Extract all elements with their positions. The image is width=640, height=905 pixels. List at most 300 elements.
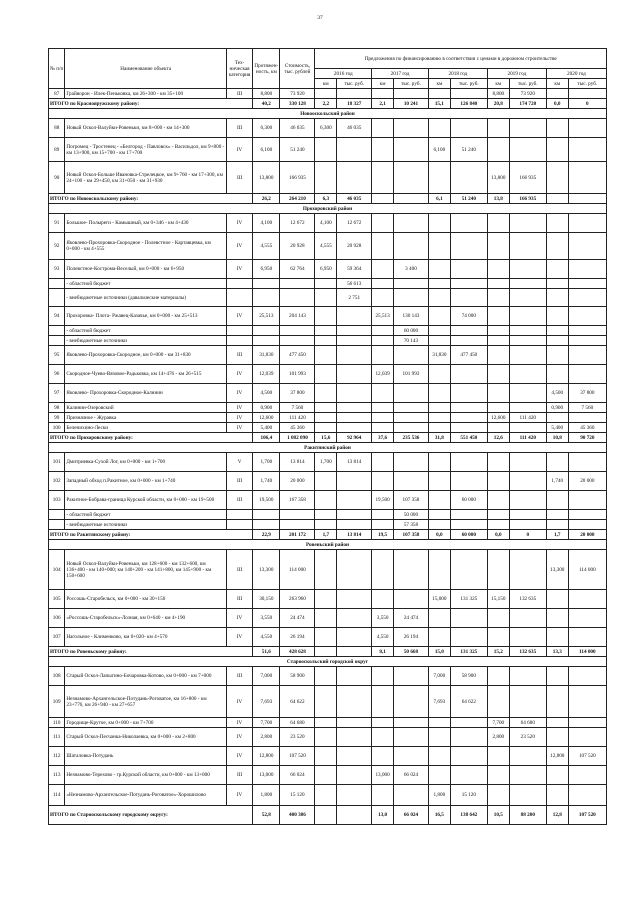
km-cell <box>546 326 568 336</box>
page-number: 37 <box>317 15 323 21</box>
rub-cell <box>568 609 606 628</box>
rub-cell <box>509 326 546 336</box>
km-cell: 4,100 <box>315 214 337 233</box>
rub-cell <box>394 119 429 138</box>
rub-cell <box>337 806 372 825</box>
num-cell: 88 <box>49 119 65 138</box>
rub-cell <box>337 520 372 530</box>
category-cell: III <box>226 491 252 510</box>
rub-cell: 59 364 <box>337 260 372 279</box>
cost-cell: 20 928 <box>280 233 315 260</box>
cost-cell: 111 420 <box>280 413 315 423</box>
rub-cell <box>568 590 606 609</box>
rub-cell <box>568 510 606 520</box>
km-cell <box>546 628 568 647</box>
km-cell <box>428 510 450 520</box>
length-cell: 40,2 <box>253 99 280 109</box>
rub-cell <box>450 260 487 279</box>
object-name-cell: Большое- Полыреги - Камышный, км 0+346 - км 4+430 <box>65 214 227 233</box>
km-cell: 15,1 <box>428 99 450 109</box>
rub-cell: 107 520 <box>568 806 606 825</box>
rub-cell <box>568 336 606 346</box>
rub-cell: 174 720 <box>509 99 546 109</box>
cost-cell: 66 024 <box>280 766 315 785</box>
km-cell <box>428 289 450 307</box>
rub-cell <box>337 747 372 766</box>
length-cell: 2,800 <box>253 728 280 747</box>
category-cell: IV <box>226 214 252 233</box>
km-cell <box>487 279 509 289</box>
km-cell: 2,2 <box>315 99 337 109</box>
km-cell <box>428 214 450 233</box>
km-cell <box>315 423 337 433</box>
rub-cell <box>450 89 487 99</box>
cost-cell: 264 210 <box>280 194 315 204</box>
table-row <box>49 728 607 747</box>
object-name-cell: Грайворон - Илек-Пеньковка, км 26+300 - км 35+100 <box>65 89 227 99</box>
header-year: 2020 год <box>546 69 606 79</box>
table-row <box>49 307 607 326</box>
section-row <box>49 540 607 550</box>
rub-cell: 114 000 <box>568 550 606 590</box>
total-row <box>49 530 607 540</box>
header-category: Тех-ническая категория <box>226 49 252 89</box>
category-cell: IV <box>226 233 252 260</box>
rub-cell <box>568 119 606 138</box>
object-name-cell: Новый Оскол-Валуйки-Ровеньки, км 128+600 - км 132+600, км 136+400 - км 140+000; км 140+200 - км 141+800, км 145+900 - км 150+600 <box>65 550 227 590</box>
km-cell <box>372 413 394 423</box>
cost-cell: 26 194 <box>280 628 315 647</box>
cost-cell: 167 358 <box>280 491 315 510</box>
rub-cell <box>337 510 372 520</box>
km-cell <box>487 520 509 530</box>
table-row <box>49 590 607 609</box>
object-name-cell: Дмитриевка-Сухой Лог, км 0+000 - км 1+700 <box>65 453 227 472</box>
table-row <box>49 472 607 491</box>
km-cell <box>428 728 450 747</box>
rub-cell <box>568 307 606 326</box>
km-cell: 13,0 <box>372 806 394 825</box>
km-cell <box>372 384 394 403</box>
object-name-cell: Прохоровка- Плота- Ржавец-Казачье, км 0+000 - км 25+513 <box>65 307 227 326</box>
km-cell <box>315 647 337 657</box>
length-cell: 12,600 <box>253 413 280 423</box>
km-cell <box>487 336 509 346</box>
length-cell: 6,950 <box>253 260 280 279</box>
funding-source-row <box>49 520 607 530</box>
rub-cell: 13 814 <box>337 530 372 540</box>
num-cell: 97 <box>49 384 65 403</box>
rub-cell: 70 143 <box>394 336 429 346</box>
length-cell: 7,000 <box>253 667 280 686</box>
cost-cell: 7 560 <box>280 403 315 413</box>
length-cell: 4,500 <box>253 384 280 403</box>
category-cell: IV <box>226 423 252 433</box>
km-cell <box>315 279 337 289</box>
rub-cell: 3 400 <box>394 260 429 279</box>
km-cell <box>546 667 568 686</box>
cost-cell: 428 628 <box>280 647 315 657</box>
rub-cell: 66 024 <box>394 806 429 825</box>
km-cell <box>546 89 568 99</box>
table-row <box>49 491 607 510</box>
cost-cell: 20 000 <box>280 472 315 491</box>
length-cell: 52,8 <box>253 806 280 825</box>
length-cell: 1,740 <box>253 472 280 491</box>
rub-cell <box>568 718 606 728</box>
km-cell <box>487 138 509 162</box>
rub-cell <box>450 747 487 766</box>
km-cell <box>546 728 568 747</box>
km-cell <box>315 289 337 307</box>
num-cell: 102 <box>49 472 65 491</box>
km-cell <box>546 194 568 204</box>
total-row <box>49 806 607 825</box>
rub-cell <box>509 384 546 403</box>
rub-cell <box>450 119 487 138</box>
km-cell <box>315 89 337 99</box>
rub-cell <box>394 162 429 194</box>
rub-cell <box>394 413 429 423</box>
km-cell <box>487 686 509 718</box>
rub-cell: 12 672 <box>337 214 372 233</box>
rub-cell <box>394 233 429 260</box>
rub-cell <box>509 520 546 530</box>
km-cell <box>487 346 509 365</box>
km-cell: 6,100 <box>428 138 450 162</box>
table-row <box>49 260 607 279</box>
num-cell: 113 <box>49 766 65 785</box>
rub-cell <box>568 413 606 423</box>
rub-cell: 60 000 <box>394 326 429 336</box>
rub-cell <box>568 138 606 162</box>
category-cell: III <box>226 89 252 99</box>
category-cell: IV <box>226 307 252 326</box>
cost-cell: 101 993 <box>280 365 315 384</box>
rub-cell: 20 000 <box>568 472 606 491</box>
rub-cell: 45 360 <box>568 423 606 433</box>
km-cell: 4,550 <box>372 628 394 647</box>
km-cell <box>315 609 337 628</box>
km-cell <box>546 233 568 260</box>
section-title: Ракитянский район <box>49 443 607 453</box>
rub-cell <box>337 718 372 728</box>
km-cell <box>315 667 337 686</box>
rub-cell: 0 <box>509 530 546 540</box>
rub-cell <box>450 423 487 433</box>
km-cell: 7,000 <box>428 667 450 686</box>
km-cell: 16,5 <box>428 806 450 825</box>
km-cell <box>487 453 509 472</box>
rub-cell: 20 000 <box>568 530 606 540</box>
object-name-cell: Яковлево-Прохоровка-Скородное - Полевстное - Картавцевка, км 0+000 - км 4+555 <box>65 233 227 260</box>
num-cell: 107 <box>49 628 65 647</box>
km-cell: 37,6 <box>372 433 394 443</box>
rub-cell <box>568 194 606 204</box>
km-cell <box>546 279 568 289</box>
rub-cell: 101 993 <box>394 365 429 384</box>
header-rub: тыс. руб. <box>394 79 429 89</box>
rub-cell <box>509 423 546 433</box>
rub-cell: 92 964 <box>337 433 372 443</box>
total-label: ИТОГО по Краснояружскому району: <box>49 99 253 109</box>
rub-cell <box>509 609 546 628</box>
cost-cell: 51 240 <box>280 138 315 162</box>
table-row <box>49 423 607 433</box>
num-cell: 114 <box>49 785 65 806</box>
table-row <box>49 667 607 686</box>
funding-source-row <box>49 510 607 520</box>
rub-cell <box>509 260 546 279</box>
rub-cell <box>394 423 429 433</box>
rub-cell: 18 327 <box>337 99 372 109</box>
rub-cell <box>509 138 546 162</box>
rub-cell <box>337 728 372 747</box>
km-cell <box>315 785 337 806</box>
num-cell: 92 <box>49 233 65 260</box>
num-cell <box>49 279 65 289</box>
km-cell: 4,555 <box>315 233 337 260</box>
category-cell: IV <box>226 718 252 728</box>
km-cell <box>487 785 509 806</box>
num-cell <box>49 326 65 336</box>
table-row <box>49 747 607 766</box>
rub-cell <box>450 279 487 289</box>
rub-cell <box>394 89 429 99</box>
km-cell <box>315 628 337 647</box>
km-cell <box>428 453 450 472</box>
rub-cell: 64 680 <box>509 718 546 728</box>
rub-cell <box>337 609 372 628</box>
km-cell <box>428 307 450 326</box>
km-cell <box>546 510 568 520</box>
cost-cell: 1 082 090 <box>280 433 315 443</box>
table-row <box>49 686 607 718</box>
rub-cell <box>337 423 372 433</box>
km-cell <box>315 766 337 785</box>
km-cell <box>546 307 568 326</box>
km-cell: 4,500 <box>546 384 568 403</box>
table-row <box>49 766 607 785</box>
rub-cell <box>337 384 372 403</box>
cost-cell: 46 035 <box>280 119 315 138</box>
rub-cell <box>337 667 372 686</box>
km-cell: 12,6 <box>487 433 509 443</box>
km-cell: 7,700 <box>487 718 509 728</box>
total-row <box>49 433 607 443</box>
km-cell <box>372 453 394 472</box>
rub-cell <box>568 520 606 530</box>
rub-cell <box>450 384 487 403</box>
km-cell <box>428 326 450 336</box>
num-cell: 105 <box>49 590 65 609</box>
km-cell <box>428 162 450 194</box>
rub-cell <box>450 289 487 307</box>
rub-cell: 73 920 <box>509 89 546 99</box>
cost-cell: 263 960 <box>280 590 315 609</box>
funding-source-row <box>49 279 607 289</box>
length-cell: 6,300 <box>253 119 280 138</box>
rub-cell <box>509 491 546 510</box>
km-cell: 8,1 <box>372 647 394 657</box>
km-cell: 19,500 <box>372 491 394 510</box>
section-title: Ровеньский район <box>49 540 607 550</box>
rub-cell <box>337 472 372 491</box>
category-cell: IV <box>226 785 252 806</box>
cost-cell: 37 800 <box>280 384 315 403</box>
rub-cell <box>509 510 546 520</box>
km-cell <box>315 413 337 423</box>
rub-cell: 56 613 <box>337 279 372 289</box>
rub-cell: 131 325 <box>450 647 487 657</box>
km-cell: 20,8 <box>487 99 509 109</box>
num-cell: 111 <box>49 728 65 747</box>
km-cell <box>372 233 394 260</box>
section-row <box>49 204 607 214</box>
rub-cell <box>568 89 606 99</box>
km-cell <box>372 747 394 766</box>
category-cell: IV <box>226 403 252 413</box>
object-name-cell: Старый Оскол-Лапыгино-Бочаровка-Котово, км 0+000 - км 7+000 <box>65 667 227 686</box>
rub-cell: 2 751 <box>337 289 372 307</box>
km-cell <box>315 510 337 520</box>
num-cell <box>49 336 65 346</box>
rub-cell: 235 536 <box>394 433 429 443</box>
category-cell: IV <box>226 747 252 766</box>
rub-cell <box>394 214 429 233</box>
length-cell: 4,550 <box>253 628 280 647</box>
length-cell: 51,6 <box>253 647 280 657</box>
object-name-cell: Беленихино-Лески <box>65 423 227 433</box>
header-km: км <box>487 79 509 89</box>
rub-cell: 7 560 <box>568 403 606 413</box>
header-name: Наименование объекта <box>65 49 227 89</box>
km-cell: 13,000 <box>372 766 394 785</box>
km-cell <box>315 346 337 365</box>
km-cell: 15,0 <box>428 647 450 657</box>
rub-cell <box>568 686 606 718</box>
rub-cell <box>337 403 372 413</box>
length-cell: 19,500 <box>253 491 280 510</box>
object-name-cell: Западный обход п.Ракитное, км 0+000 - км 1+740 <box>65 472 227 491</box>
rub-cell <box>394 718 429 728</box>
num-cell: 90 <box>49 162 65 194</box>
section-row <box>49 109 607 119</box>
km-cell <box>487 609 509 628</box>
km-cell <box>487 403 509 413</box>
km-cell <box>372 162 394 194</box>
km-cell <box>372 590 394 609</box>
cost-cell <box>280 326 315 336</box>
table-body <box>49 89 607 825</box>
num-cell: 98 <box>49 403 65 413</box>
length-cell: 13,800 <box>253 162 280 194</box>
km-cell <box>487 667 509 686</box>
length-cell: 22,9 <box>253 530 280 540</box>
km-cell: 1,700 <box>315 453 337 472</box>
cost-cell: 73 920 <box>280 89 315 99</box>
category-cell: IV <box>226 609 252 628</box>
length-cell: 1,800 <box>253 785 280 806</box>
object-name-cell: Городище-Крутое, км 0+000 - км 7+700 <box>65 718 227 728</box>
rub-cell <box>450 510 487 520</box>
table-header <box>49 49 607 89</box>
length-cell: 12,800 <box>253 747 280 766</box>
km-cell: 0,0 <box>428 530 450 540</box>
object-name-cell: Яковлево- Прохоровка-Скородное-Калинин <box>65 384 227 403</box>
rub-cell <box>450 365 487 384</box>
rub-cell <box>509 667 546 686</box>
num-cell: 103 <box>49 491 65 510</box>
km-cell <box>487 384 509 403</box>
km-cell <box>372 667 394 686</box>
km-cell: 15,150 <box>487 590 509 609</box>
km-cell <box>546 260 568 279</box>
section-title: Прохоровский район <box>49 204 607 214</box>
km-cell <box>546 785 568 806</box>
km-cell <box>315 162 337 194</box>
km-cell <box>428 403 450 413</box>
km-cell <box>372 194 394 204</box>
km-cell: 3,550 <box>372 609 394 628</box>
km-cell: 15,6 <box>315 433 337 443</box>
length-cell: 12,039 <box>253 365 280 384</box>
total-row <box>49 194 607 204</box>
category-cell: III <box>226 346 252 365</box>
rub-cell <box>394 138 429 162</box>
header-year: 2017 год <box>372 69 429 79</box>
cost-cell: 201 172 <box>280 530 315 540</box>
km-cell: 13,800 <box>487 162 509 194</box>
km-cell <box>372 785 394 806</box>
km-cell <box>372 403 394 413</box>
rub-cell: 57 358 <box>394 520 429 530</box>
km-cell <box>315 550 337 590</box>
num-cell <box>49 520 65 530</box>
km-cell <box>315 403 337 413</box>
object-name-cell: Шаталовка-Потудань <box>65 747 227 766</box>
km-cell <box>372 472 394 491</box>
length-cell: 26,2 <box>253 194 280 204</box>
km-cell <box>315 491 337 510</box>
num-cell: 110 <box>49 718 65 728</box>
rub-cell <box>450 214 487 233</box>
length-cell: 106,4 <box>253 433 280 443</box>
category-cell: IV <box>226 138 252 162</box>
category-cell: V <box>226 453 252 472</box>
header-rub: тыс. руб. <box>568 79 606 89</box>
cost-cell: 64 622 <box>280 686 315 718</box>
rub-cell <box>337 766 372 785</box>
km-cell <box>428 233 450 260</box>
rub-cell <box>394 472 429 491</box>
rub-cell: 111 420 <box>509 413 546 423</box>
header-financing: Предложения по финансированию в соответствии с ценами в дорожном строительстве <box>315 49 607 69</box>
km-cell <box>315 326 337 336</box>
rub-cell: 64 622 <box>450 686 487 718</box>
rub-cell <box>568 289 606 307</box>
header-rub: тыс. руб. <box>509 79 546 89</box>
rub-cell <box>568 628 606 647</box>
km-cell: 1,7 <box>315 530 337 540</box>
rub-cell: 114 000 <box>568 647 606 657</box>
cost-cell: 58 900 <box>280 667 315 686</box>
cost-cell: 330 128 <box>280 99 315 109</box>
cost-cell: 24 474 <box>280 609 315 628</box>
funding-source-row <box>49 289 607 307</box>
funding-source-row <box>49 336 607 346</box>
rub-cell: 0 <box>568 99 606 109</box>
